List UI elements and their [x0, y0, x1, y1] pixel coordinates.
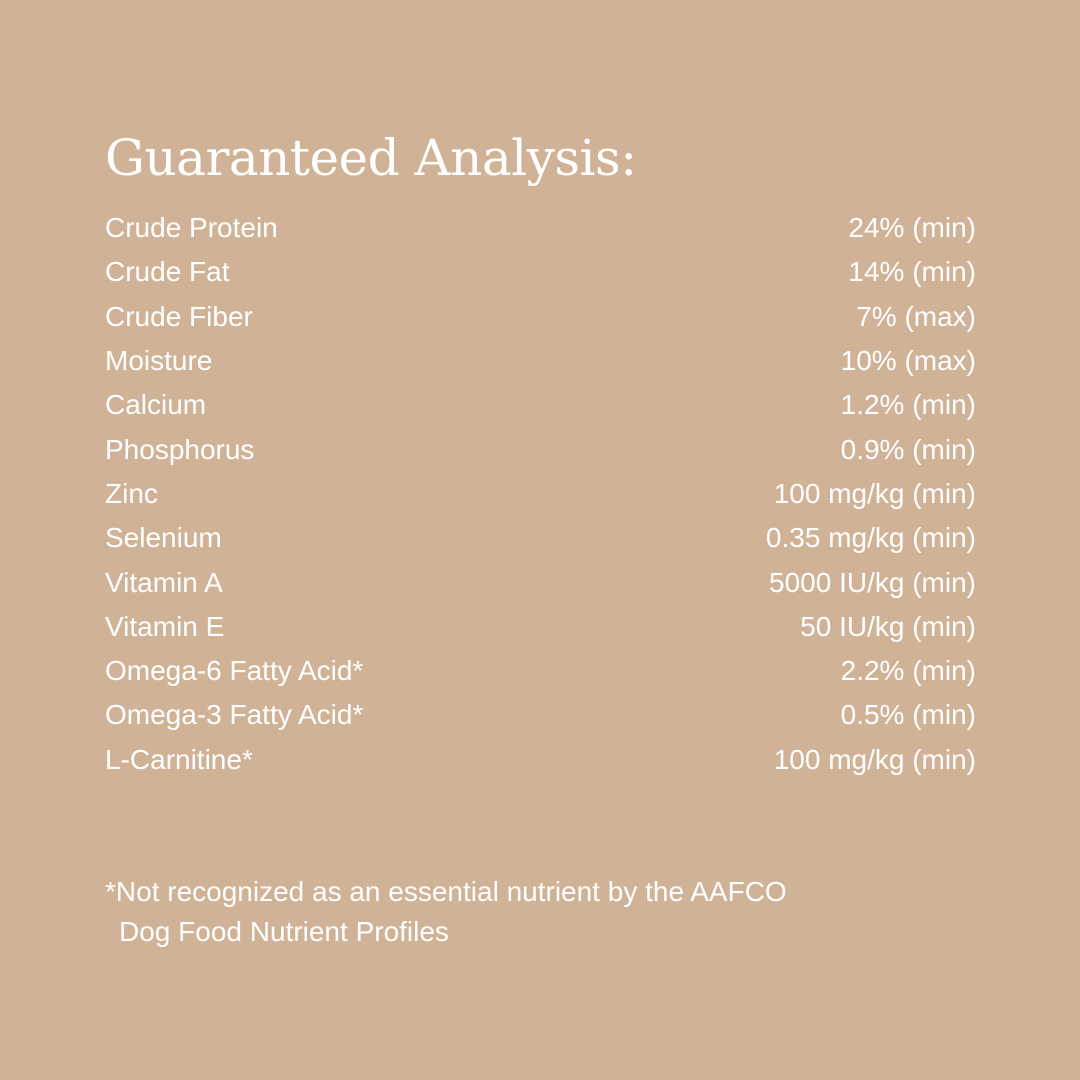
analysis-row: [105, 472, 976, 516]
analysis-row: [105, 605, 976, 649]
analysis-row: [105, 738, 976, 782]
nutrient-name: Zinc: [105, 477, 158, 509]
analysis-row: [105, 427, 976, 471]
nutrient-value: 14% (min): [848, 256, 976, 288]
nutrient-name: Crude Fat: [105, 256, 230, 288]
nutrient-value: 100 mg/kg (min): [773, 477, 976, 509]
footnote-line: Dog Food Nutrient Profiles: [119, 916, 449, 947]
analysis-row: [105, 560, 976, 604]
nutrient-name: Calcium: [105, 389, 207, 421]
analysis-row: [105, 516, 976, 560]
footnote-line: *Not recognized as an essential nutrient by the AAFCO: [105, 876, 787, 907]
nutrient-name: Phosphorus: [105, 433, 255, 465]
analysis-list: [105, 206, 976, 782]
analysis-row: [105, 250, 976, 294]
nutrient-value: 0.9% (min): [840, 433, 976, 465]
analysis-row: [105, 206, 976, 250]
nutrient-name: Vitamin A: [105, 566, 223, 598]
nutrient-name: L-Carnitine*: [105, 743, 253, 775]
nutrient-value: 24% (min): [848, 212, 976, 244]
footnote: [105, 872, 925, 952]
analysis-row: [105, 339, 976, 383]
nutrient-name: Crude Protein: [105, 212, 278, 244]
nutrient-value: 0.35 mg/kg (min): [765, 522, 976, 554]
nutrient-name: Moisture: [105, 345, 213, 377]
nutrient-value: 1.2% (min): [840, 389, 976, 421]
nutrient-value: 2.2% (min): [840, 655, 976, 687]
nutrient-value: 50 IU/kg (min): [800, 610, 976, 642]
page-title: Guaranteed Analysis:: [105, 129, 637, 187]
nutrient-name: Selenium: [105, 522, 222, 554]
analysis-row: [105, 693, 976, 737]
analysis-row: [105, 649, 976, 693]
nutrient-value: 7% (max): [856, 300, 976, 332]
nutrient-value: 100 mg/kg (min): [773, 743, 976, 775]
nutrient-name: Omega-3 Fatty Acid*: [105, 699, 364, 731]
nutrient-name: Crude Fiber: [105, 300, 253, 332]
nutrient-value: 0.5% (min): [840, 699, 976, 731]
analysis-row: [105, 383, 976, 427]
nutrient-name: Omega-6 Fatty Acid*: [105, 655, 364, 687]
nutrient-value: 5000 IU/kg (min): [769, 566, 976, 598]
nutrient-name: Vitamin E: [105, 610, 225, 642]
nutrient-value: 10% (max): [840, 345, 976, 377]
analysis-row: [105, 295, 976, 339]
